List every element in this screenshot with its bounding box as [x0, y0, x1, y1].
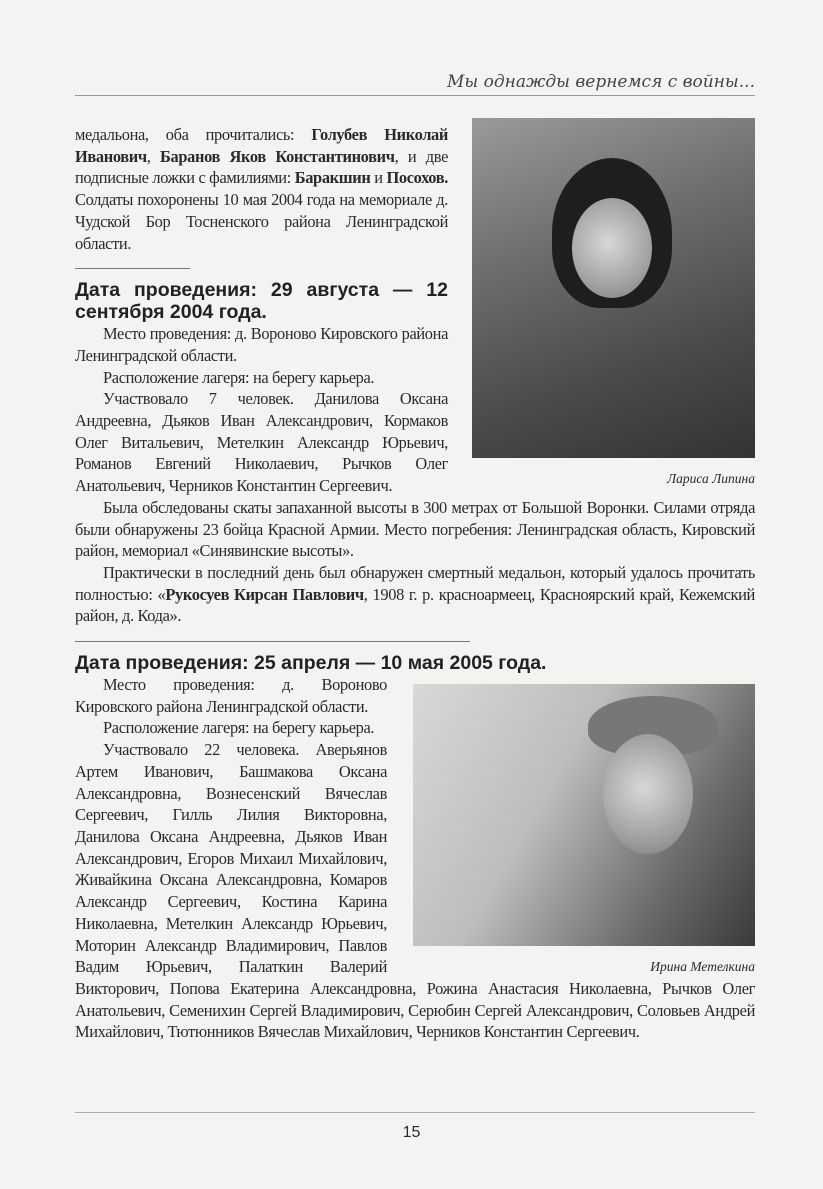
- paragraph: Место проведения: д. Вороново Кировского района Ленинградской области.: [75, 324, 448, 365]
- header-rule: [75, 95, 755, 96]
- paragraph: медальона, оба прочитались: Голубев Николай Иванович, Баранов Яков Константинович, и две подписные ложки с фамилиями: Баракшин и Посохов. Солдаты похоронены 10 мая 2004 года на мемориале д. Чудской Бор Тосненского района Ленинградской области.: [75, 125, 448, 253]
- running-header: Мы однажды вернемся с войны...: [447, 72, 755, 92]
- photo-figure-2: [413, 684, 755, 978]
- paragraph: Участвовало 7 человек. Данилова Оксана Андреевна, Дьяков Иван Александрович, Кормаков Олег Витальевич, Метелкин Александр Юрьевич, Романов Евгений Николаевич, Рычков Олег Анатольевич, Черников Константин Сергеевич.: [75, 389, 448, 496]
- section-divider: [75, 268, 190, 269]
- paragraph: Была обследованы скаты запаханной высоты в 300 метрах от Большой Воронки. Силами отряда были обнаружены 23 бойца Красной Армии. Место погребения: Ленинградская область, Кировский район, мемориал «Синявинские высоты».: [75, 497, 755, 561]
- photo-caption: Ирина Метелкина: [650, 959, 755, 975]
- photo-larisa-lipina: [472, 118, 755, 458]
- page-number: 15: [402, 1124, 421, 1141]
- paragraph: Место проведения: д. Вороново Кировского района Ленинградской области.: [75, 675, 387, 716]
- photo-caption: Лариса Липина: [666, 471, 755, 486]
- footer-rule: [75, 1112, 755, 1113]
- section-divider: [75, 641, 470, 642]
- photo-figure-1: [472, 118, 755, 490]
- section-heading: Дата проведения: 25 апреля — 10 мая 2005 года.: [75, 652, 547, 675]
- paragraph: Расположение лагеря: на берегу карьера.: [103, 718, 375, 738]
- section-heading: Дата проведения: 29 августа — 12 сентября 2004 года.: [75, 279, 448, 324]
- paragraph: Практически в последний день был обнаружен смертный медальон, который удалось прочитать полностью: «Рукосуев Кирсан Павлович, 1908 г. р. красноармеец, Красноярский край, Кежемский район, д. Кода».: [75, 562, 755, 626]
- paragraph: Участвовало 22 человека. Аверьянов Артем Иванович, Башмакова Оксана Александровна, Вознесенский Вячеслав Сергеевич, Гилль Лилия Викторовна, Данилова Оксана Андреевна, Дьяков Иван Александрович, Егоров Михаил Михайлович, Живайкина Оксана Александровна, Комаров Александр Сергеевич, Костина Карина Николаевна, Метелкин Александр Юрьевич, Моторин Александр Владимирович, Павлов Вадим Юрьевич, Палаткин Валерий Викторович, Попова Екатерина Александровна, Рожина Анастасия Николаевна, Рычков Олег Анатольевич, Семенихин Сергей Владимирович, Серюбин Сергей Александрович, Соловьев Андрей Михайлович, Тютюнников Вячеслав Михайлович, Черников Константин Сергеевич.: [75, 740, 755, 1042]
- photo-irina-metelkina: [413, 684, 755, 946]
- page-body: [75, 124, 755, 1043]
- paragraph: Расположение лагеря: на берегу карьера.: [103, 367, 375, 387]
